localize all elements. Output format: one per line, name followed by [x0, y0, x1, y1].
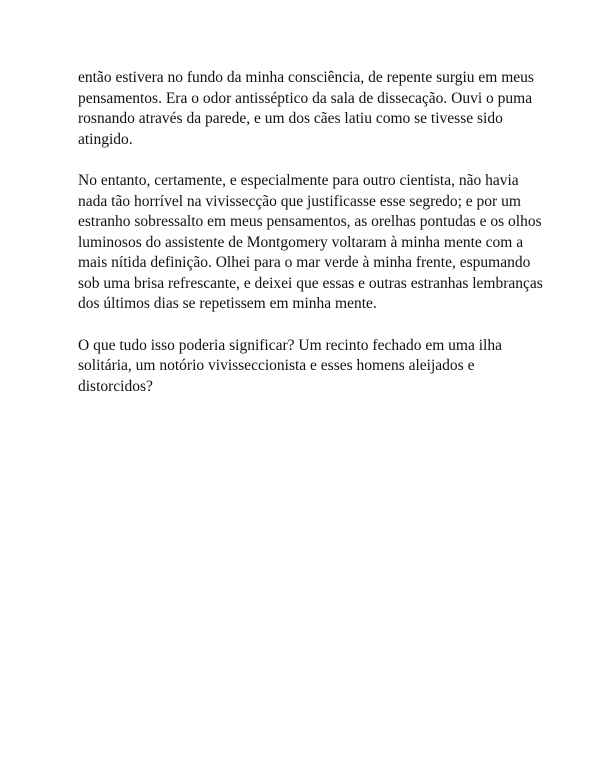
text-line: luminosos do assistente de Montgomery voltaram à minha mente com a — [78, 233, 524, 251]
text-line: distorcidos? — [78, 377, 153, 395]
text-line: pensamentos. Era o odor antisséptico da sala de dissecação. Ouvi o puma — [78, 89, 533, 107]
text-line: dos últimos dias se repetissem em minha mente. — [78, 295, 377, 312]
paragraph-1 — [78, 68, 538, 150]
text-line: No entanto, certamente, e especialmente para outro cientista, não havia — [78, 172, 519, 189]
text-line: então estivera no fundo da minha consciência, de repente surgiu em meus — [78, 69, 534, 86]
text-line: atingido. — [78, 130, 133, 148]
text-line: rosnando através da parede, e um dos cães latiu como se tivesse sido — [78, 110, 503, 127]
text-line: solitária, um notório vivisseccionista e esses homens aleijados e — [78, 357, 475, 374]
text-line: estranho sobressalto em meus pensamentos, as orelhas pontudas e os olhos — [78, 213, 542, 230]
paragraph-3 — [78, 336, 538, 398]
text-line: sob uma brisa refrescante, e deixei que essas e outras estranhas lembranças — [78, 274, 543, 292]
paragraph-2 — [78, 171, 543, 315]
text-line: O que tudo isso poderia significar? Um recinto fechado em uma ilha — [78, 336, 502, 354]
text-line: nada tão horrível na vivissecção que justificasse esse segredo; e por um — [78, 192, 521, 210]
body-text — [78, 68, 543, 418]
text-line: mais nítida definição. Olhei para o mar verde à minha frente, espumando — [78, 254, 531, 271]
